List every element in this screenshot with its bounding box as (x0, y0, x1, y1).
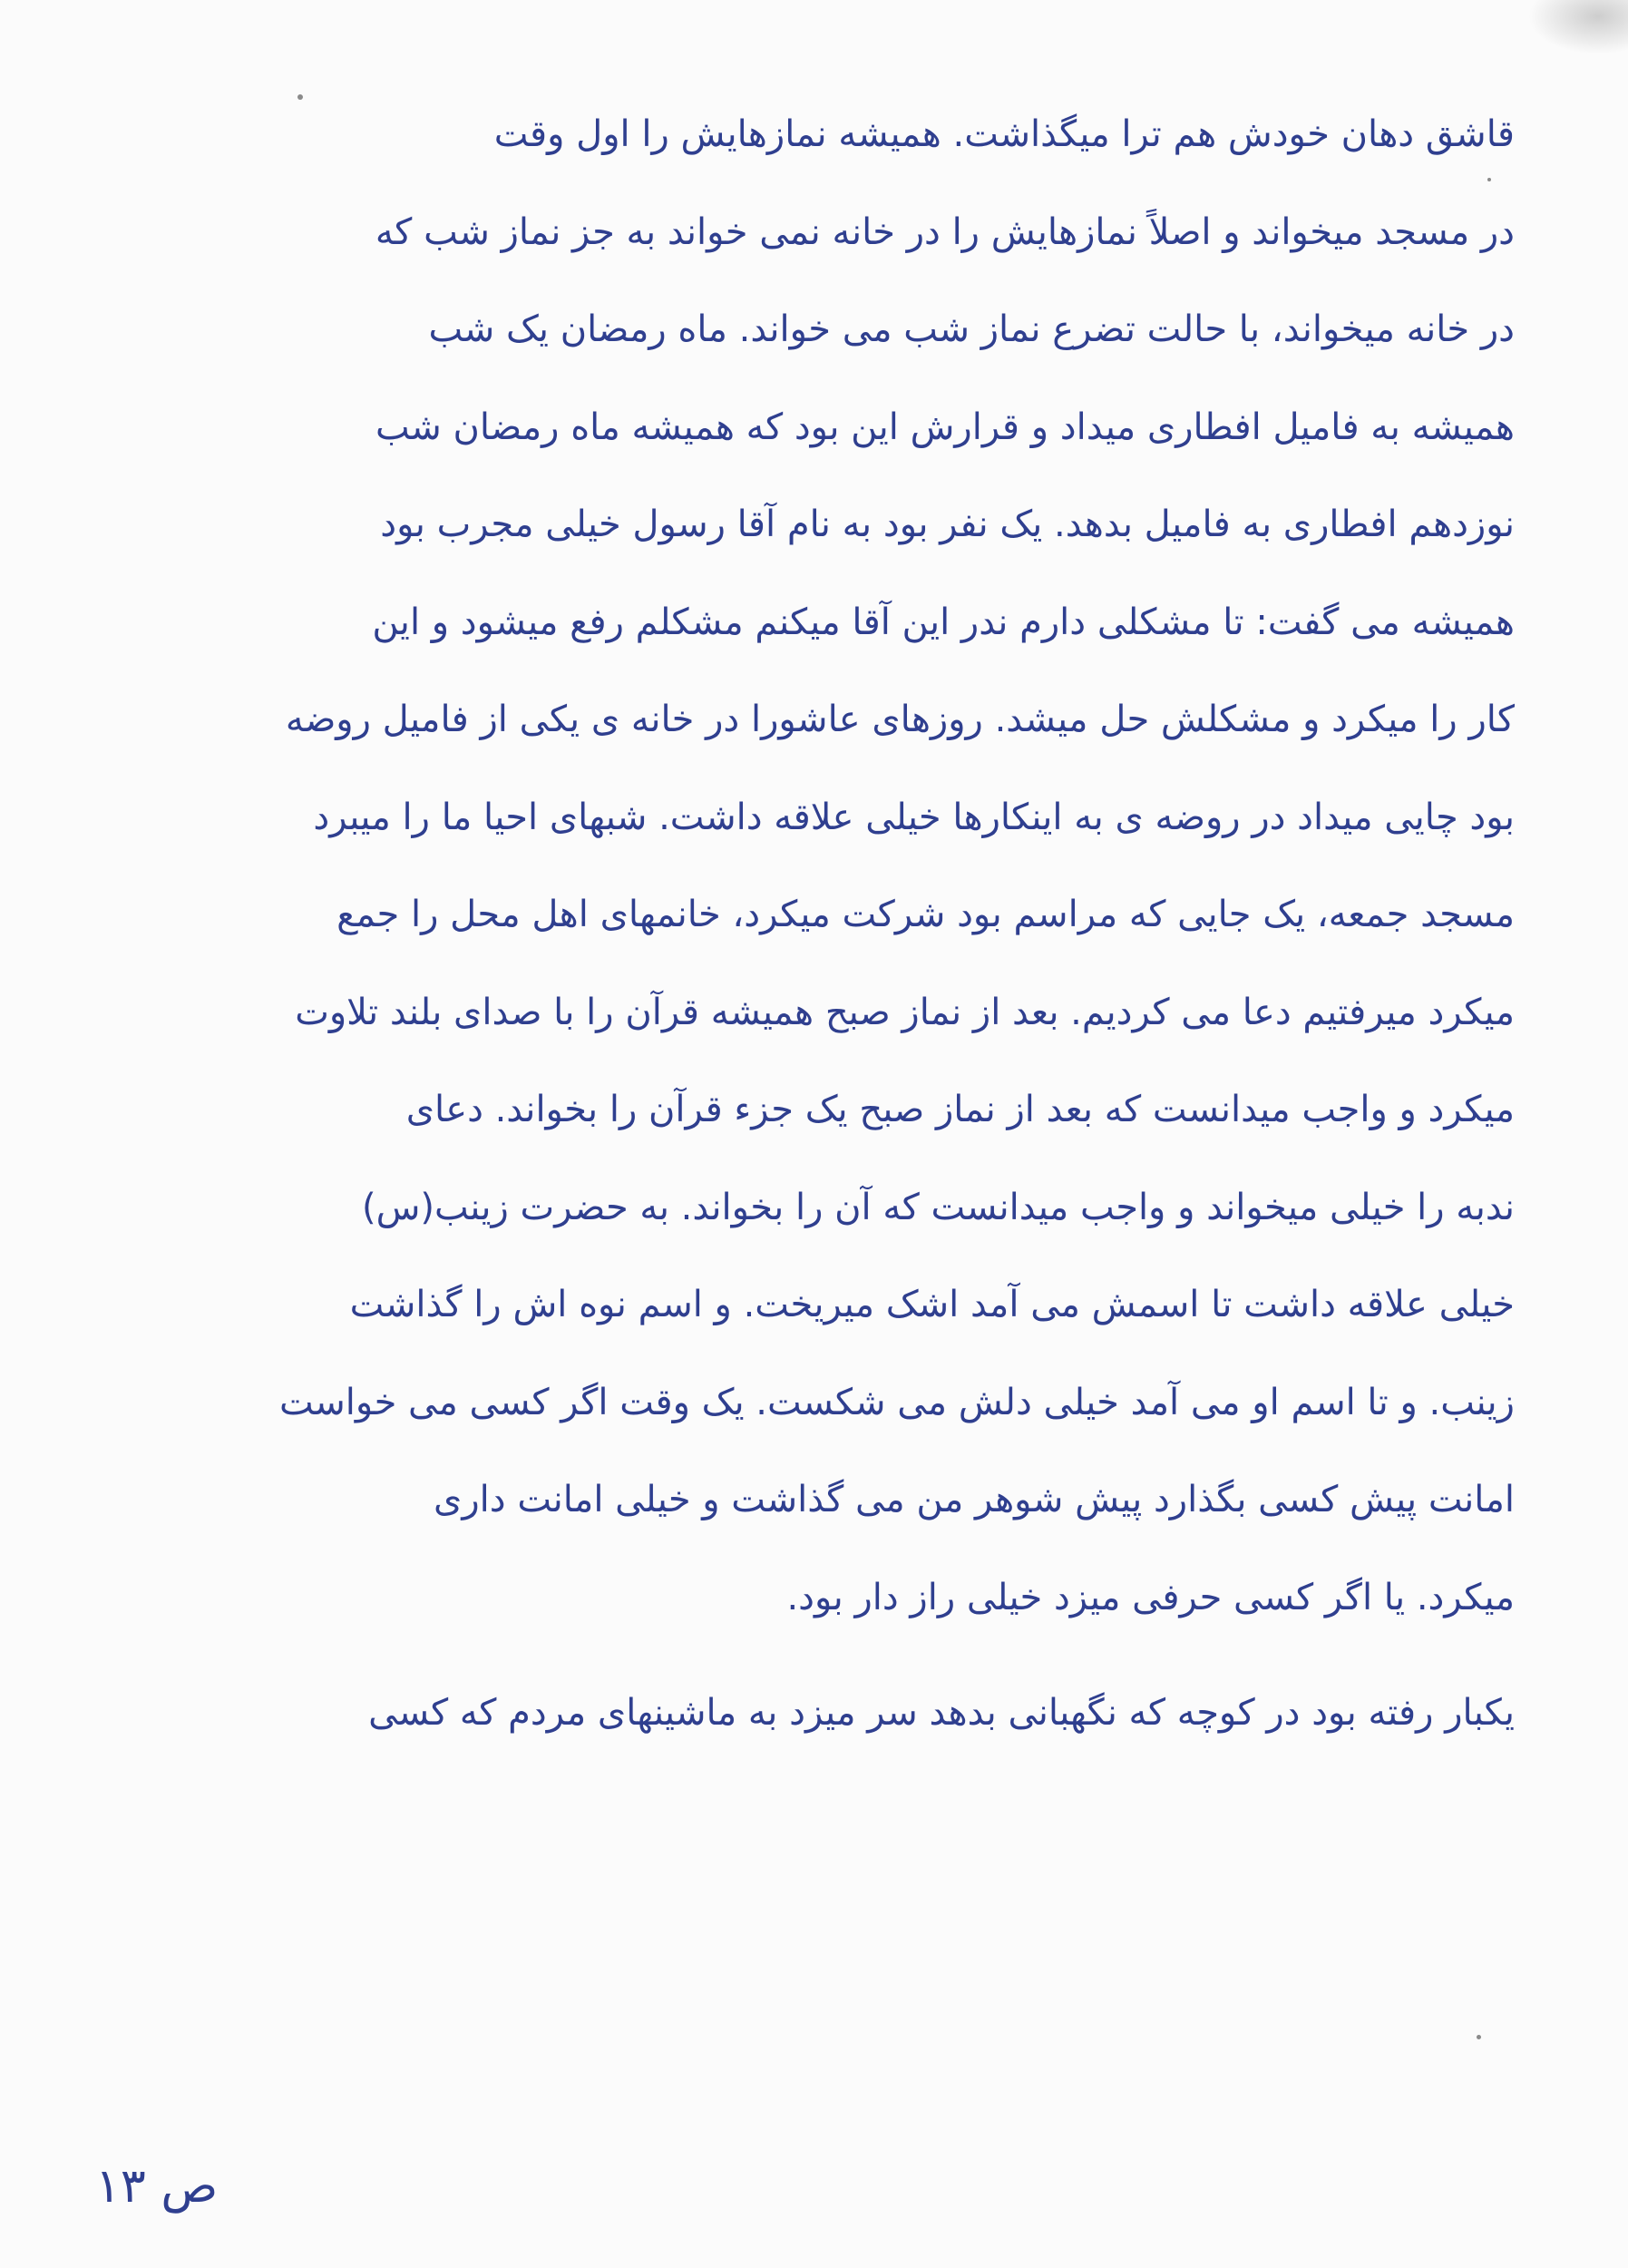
scan-speck (1477, 2035, 1481, 2039)
text-line: کار را میکرد و مشکلش حل میشد. روزهای عاشورا در خانه ی یکی از فامیل روضه (285, 699, 1515, 740)
text-line: امانت پیش کسی بگذارد پیش شوهر من می گذاشت و خیلی امانت داری (434, 1479, 1515, 1520)
text-line: خیلی علاقه داشت تا اسمش می آمد اشک میریخت. و اسم نوه اش را گذاشت (349, 1284, 1515, 1325)
text-line: میکرد و واجب میدانست که بعد از نماز صبح یک جزء قرآن را بخواند. دعای (405, 1089, 1515, 1130)
text-line: یکبار رفته بود در کوچه که نگهبانی بدهد سر میزد به ماشینهای مردم که کسی (368, 1692, 1515, 1734)
text-line: میکرد میرفتیم دعا می کردیم. بعد از نماز صبح همیشه قرآن را با صدای بلند تلاوت (295, 991, 1515, 1033)
text-line: همیشه می گفت: تا مشکلی دارم ندر این آقا میکنم مشکلم رفع میشود و این (372, 601, 1515, 643)
text-line: میکرد. یا اگر کسی حرفی میزد خیلی راز دار بود. (786, 1576, 1515, 1618)
scan-smudge (1528, 0, 1628, 54)
text-line: بود چایی میداد در روضه ی به اینکارها خیلی علاقه داشت. شبهای احیا ما را میبرد (313, 796, 1515, 838)
text-line: ندبه را خیلی میخواند و واجب میدانست که آن را بخواند. به حضرت زینب(س) (361, 1186, 1515, 1228)
text-line: در خانه میخواند، با حالت تضرع نماز شب می خواند. ماه رمضان یک شب (428, 308, 1515, 350)
text-line: مسجد جمعه، یک جایی که مراسم بود شرکت میکرد، خانمهای اهل محل را جمع (336, 894, 1515, 935)
text-line: همیشه به فامیل افطاری میداد و قرارش این بود که همیشه ماه رمضان شب (375, 406, 1515, 448)
page-number: ص ۱۳ (95, 2159, 219, 2214)
text-line: زینب. و تا اسم او می آمد خیلی دلش می شکست. یک وقت اگر کسی می خواست (279, 1381, 1515, 1423)
text-line: نوزدهم افطاری به فامیل بدهد. یک نفر بود به نام آقا رسول خیلی مجرب بود (380, 503, 1515, 545)
text-line: در مسجد میخواند و اصلاً نمازهایش را در خانه نمی خواند به جز نماز شب که (375, 210, 1515, 253)
handwritten-text-block (27, 86, 1515, 1763)
text-line: قاشق دهان خودش هم ترا میگذاشت. همیشه نمازهایش را اول وقت (493, 113, 1515, 155)
